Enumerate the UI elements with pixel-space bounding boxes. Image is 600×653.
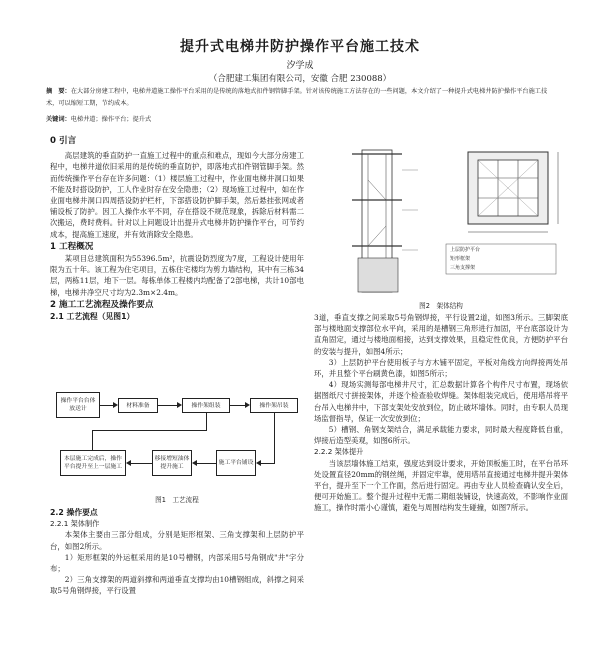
flow-arrow [256, 460, 261, 466]
flow-connector [274, 413, 275, 463]
flow-box-platform: 施工平台铺设 [216, 450, 256, 476]
flow-connector [206, 413, 207, 431]
note-platform: 上层防护平台 [450, 247, 481, 253]
keywords [46, 114, 552, 123]
section-0-paragraph: 高层建筑的垂直防护一直施工过程中的重点和难点，现如今大部分房建工程中，电梯井道依旧采用的是传统的垂直防护，即落地式扣件钢管脚手架。然而传统操作平台存在许多问题：（1）楼层施工过程中，作业面电梯井洞口如果不能及时搭设防护，工人作业时存在安全隐患；（2）现场施工过程中，如在作业面电梯井洞口四周搭设防护栏杆，下部搭设防护脚手架，然后悬挂张网或者铺设板了防护。因工人操作水平不同，存在搭设不规范现象，拆除后材料需二次搬运，费时费料。针对以上问题设计出提升式电梯井防护操作平台，可节约成本，提高施工速度，并有效消除安全隐患。 [50, 151, 304, 239]
note-frame: 矩形框架 [450, 256, 471, 262]
flow-connector [131, 463, 152, 464]
flow-connector [100, 405, 113, 406]
flow-arrow [177, 402, 182, 408]
abstract [46, 86, 552, 110]
section-2-2-1-p2: 1）矩形框架的外运框采用的是10号槽钢，内部采用5号角钢成"井"字分布； [50, 552, 304, 574]
section-1-title: 1 工程概况 [50, 241, 94, 252]
flow-arrow [113, 402, 118, 408]
flow-connector [230, 405, 245, 406]
flow-arrow [126, 460, 131, 466]
flow-box-lift-next: 本层施工完成后，操作平台提升至上一层施工 [60, 450, 126, 476]
keywords-text: 电梯井道；操作平台；提升式 [70, 116, 152, 123]
keywords-label: 关键词： [46, 116, 71, 123]
affiliation: （合肥建工集团有限公司，安徽 合肥 230088） [208, 74, 392, 84]
structure-drawing [318, 140, 568, 298]
flow-arrow [192, 460, 197, 466]
section-2-2-2-title: 2.2.2 架体提升 [314, 447, 364, 457]
flow-box-assembly: 操作架组装 [182, 398, 230, 413]
flow-connector [92, 430, 206, 431]
author: 汐学成 [286, 61, 314, 71]
flow-box-hoisting: 操作架吊装 [250, 398, 298, 413]
flow-connector [92, 430, 93, 450]
figure-1-flowchart [52, 386, 302, 490]
flow-box-design: 操作平台台体放送计 [56, 392, 100, 418]
right-paragraph-2: 3）上层防护平台使用板子与方木铺平固定，平板对角线方向焊接两处吊环，并且整个平台刷黄色漆，如图5所示； [314, 357, 568, 379]
section-1-paragraph: 某项目总建筑面积为55396.5m²，抗震设防烈度为7度，工程设计使用年限为五十年。该工程为住宅项目，五栋住宅楼均为剪力墙结构，其中有三栋34层，两栋11层，地下一层。每栋单体工程楼内均配备了2部电梯，共计10部电梯，电梯井净空尺寸均为2.3m×2.4m。 [50, 254, 304, 297]
section-2-2-1-p3: 2）三角支撑架的两道斜撑和两道垂直支撑均由10槽钢组成，斜撑之间采取5号角钢焊接，平行设置 [50, 575, 304, 596]
section-2-1-title: 2.1 工艺流程（见图1） [50, 312, 135, 322]
left-column-top [50, 136, 304, 322]
flow-connector [197, 463, 216, 464]
section-2-2-1-title: 2.2.1 架体制作 [50, 519, 100, 529]
figure-2-caption: 图2 架体结构 [419, 302, 463, 310]
right-paragraph-1: 3道，垂直支撑之间采取5号角钢焊接，平行设置2道，如图3所示。三脚架底部与楼地面支撑部位水平向，采用的是槽钢三角形进行加固，平台底部设计为直角固定，通过与楼地面相接，达到支撑效果，且稳定性优良，方便防护平台的安装与提升，如图4所示； [314, 313, 568, 356]
flow-box-adjust: 移接增短油体提升施工 [152, 450, 192, 476]
figure-2-structure [318, 140, 568, 298]
section-2-2-2-paragraph: 当该层墙体施工结束，强度达到设计要求，开始顶板施工时，在平台吊环处设置直径20mm的钢丝绳，并固定牢靠，使用塔吊直接通过电梯井提升架体平台，提升至下一个工作面，然后进行固定。再由专业人员检查确认安全后，便可开始施工。整个提升过程中无需二期组装铺设，快速高效，不影响作业面施工，操作时需小心谨慎，避免与周围结构发生碰撞，如图7所示。 [314, 458, 568, 513]
figure-1-caption: 图1 工艺流程 [155, 496, 199, 504]
paper-title: 提升式电梯井防护操作平台施工技术 [180, 39, 420, 55]
section-2-2-title: 2.2 操作要点 [50, 508, 98, 517]
left-column-bottom [50, 507, 304, 597]
flow-connector [158, 405, 177, 406]
right-paragraph-3: 4）现场实测每部电梯井尺寸，汇总数据计算各个构件尺寸布置，现场依据图纸尺寸拼接架体，并逐个检查验收焊缝。架体组装完成后，使用塔吊将平台吊入电梯井中，下部支架处安放到位，防止破坏墙体。同时，由专职人员现场监督指导，保证一次安放到位； [314, 380, 568, 423]
section-2-2-1-p1: 本架体主要由三部分组成，分别是矩形框架、三角支撑架和上层防护平台，如图2所示。 [50, 530, 304, 551]
flow-box-materials: 材料准备 [118, 398, 158, 413]
section-0-title: 0 引言 [50, 136, 77, 146]
right-paragraph-4: 5）槽钢、角钢支架结合，满足承载能力要求，同时最大程度降低自重，焊接后造型美观，如图6所示。 [314, 425, 568, 446]
flow-connector [261, 463, 275, 464]
abstract-label: 摘 要： [46, 88, 71, 95]
right-column [314, 312, 568, 514]
abstract-text: 在大部分房建工程中，电梯井道施工操作平台采用的是传统的落地式扣件钢管脚手架。针对该传统施工方法存在的一些问题，本文介绍了一种提升式电梯井防护操作平台施工技术，可以缩短工期，节约成本。 [46, 88, 548, 107]
figure-2-notes [450, 246, 480, 273]
flow-arrow [245, 402, 250, 408]
section-2-title: 2 施工工艺流程及操作要点 [50, 299, 154, 310]
note-support: 三角支撑架 [450, 265, 476, 271]
